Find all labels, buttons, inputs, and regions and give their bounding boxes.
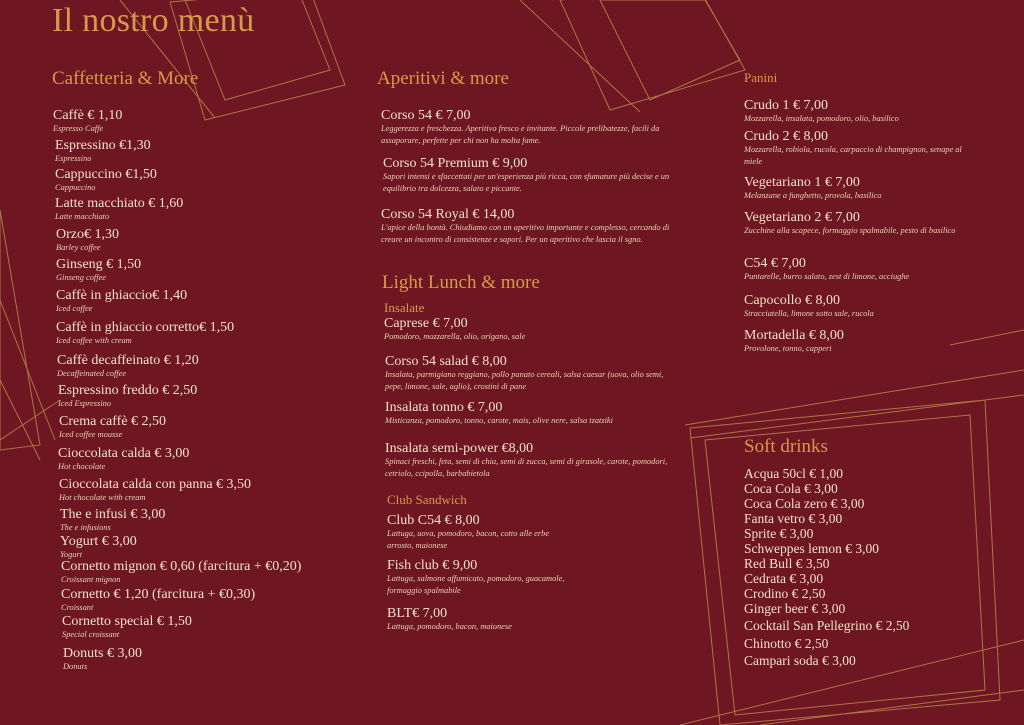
caffetteria-item-desc: Iced Espressino xyxy=(58,399,111,408)
caffetteria-item-name: Crema caffè € 2,50 xyxy=(59,414,167,429)
panini-item-name: Crudo 1 € 7,00 xyxy=(744,98,828,113)
caffetteria-item xyxy=(62,614,192,641)
caffetteria-item xyxy=(60,534,137,561)
caffetteria-item-desc: Espresso Caffe xyxy=(53,124,104,133)
caffetteria-item xyxy=(56,288,187,315)
insalata-item xyxy=(384,316,669,343)
soft-drink-item: Coca Cola € 3,00 xyxy=(744,481,838,496)
insalata-item-desc: Insalata, parmigiano reggiano, pollo panato cereali, salsa caesar (uova, olio semi, pepe, limone, sale, aglio), crostini di pane xyxy=(385,370,664,391)
insalata-item-name: Caprese € 7,00 xyxy=(384,316,468,331)
panini-item-desc: Mozzarella, insalata, pomodoro, olio, basilico xyxy=(744,114,899,123)
caffetteria-heading: Caffetteria & More xyxy=(52,68,199,89)
caffetteria-item-desc: Latte macchiato xyxy=(55,212,110,221)
panini-item-desc: Stracciatella, limone sotto sale, rucola xyxy=(744,309,874,318)
insalata-item-name: Insalata tonno € 7,00 xyxy=(385,400,503,415)
caffetteria-item-desc: Barley coffee xyxy=(56,243,101,252)
aperitivi-item-desc: Leggerezza e freschezza. Aperitivo fresco e invitante. Piccole prelibatezze, facili da assaporare, perfette per chi non ha molta fame. xyxy=(381,124,660,145)
caffetteria-item-name: Ginseng € 1,50 xyxy=(56,257,142,272)
caffetteria-item xyxy=(61,587,255,614)
soft-drink-item: Cedrata € 3,00 xyxy=(744,571,824,586)
caffetteria-item-name: Orzo€ 1,30 xyxy=(56,227,119,242)
caffetteria-item-desc: Yogurt xyxy=(60,550,83,559)
insalata-item-desc: Spinaci freschi, feta, semi di chia, semi di zucca, semi di girasole, carote, pomodori, cetriolo, ccipolla, barbabietola xyxy=(385,457,668,478)
soft-drink-item: Chinotto € 2,50 xyxy=(744,636,829,651)
caffetteria-item xyxy=(56,227,119,254)
caffetteria-item-desc: Hot chocolate xyxy=(58,462,106,471)
light-lunch-section xyxy=(382,272,682,652)
aperitivi-item-desc: Sapori intensi e sfaccettati per un'esperienza più ricca, con sfumature più decise e un equilibrio tra dolcezza, salato e piccante. xyxy=(383,172,670,193)
club-sandwich-item-name: Club C54 € 8,00 xyxy=(387,513,480,528)
club-sandwich-item xyxy=(387,513,572,551)
club-sandwich-item-name: Fish club € 9,00 xyxy=(387,558,478,573)
panini-item-desc: Melanzane a funghetto, provola, basilico xyxy=(744,191,882,200)
aperitivi-item xyxy=(381,207,676,245)
caffetteria-item-desc: Espressino xyxy=(55,154,92,163)
club-sandwich-item-desc: Lattuga, pomodoro, bacon, maionese xyxy=(387,622,512,631)
caffetteria-item xyxy=(55,196,183,223)
caffetteria-section xyxy=(52,68,372,708)
club-sandwich-heading: Club Sandwich xyxy=(387,492,467,507)
club-sandwich-item xyxy=(387,606,572,633)
soft-drinks-section xyxy=(744,436,974,686)
caffetteria-item-name: Espressino freddo € 2,50 xyxy=(58,383,198,398)
soft-drink-item: Sprite € 3,00 xyxy=(744,526,814,541)
caffetteria-item xyxy=(61,559,301,586)
insalate-heading: Insalate xyxy=(384,300,425,315)
aperitivi-item xyxy=(383,156,678,194)
panini-section xyxy=(744,70,974,370)
aperitivi-item-desc: L'apice della bontà. Chiudiamo con un aperitivo importante e complesso, cercando di creare un incontro di consistenze e sapori. Per un aperitivo che lascia il sgno. xyxy=(381,223,670,244)
soft-drink-item: Coca Cola zero € 3,00 xyxy=(744,496,865,511)
panini-heading: Panini xyxy=(744,70,778,85)
panini-item xyxy=(744,175,969,202)
soft-drink-item: Fanta vetro € 3,00 xyxy=(744,511,843,526)
club-sandwich-item-desc: Lattuga, salmone affumicato, pomodoro, guacamole, formaggio spalmabile xyxy=(387,574,565,595)
panini-item-name: C54 € 7,00 xyxy=(744,256,806,271)
panini-item-name: Crudo 2 € 8,00 xyxy=(744,129,828,144)
caffetteria-item-desc: Ginseng coffee xyxy=(56,273,107,282)
club-sandwich-item-name: BLT€ 7,00 xyxy=(387,606,448,621)
caffetteria-item xyxy=(60,507,165,534)
caffetteria-item-name: Caffè in ghiaccio corretto€ 1,50 xyxy=(56,320,235,335)
page-title: Il nostro menù xyxy=(52,2,255,39)
caffetteria-item-name: Espressino €1,30 xyxy=(55,138,151,153)
aperitivi-section xyxy=(377,68,677,268)
insalata-item-name: Insalata semi-power €8,00 xyxy=(385,441,534,456)
caffetteria-item-desc: Iced coffee with cream xyxy=(56,336,132,345)
caffetteria-item-name: Cioccolata calda € 3,00 xyxy=(58,446,190,461)
caffetteria-item-desc: Cappuccino xyxy=(55,183,96,192)
caffetteria-item xyxy=(53,108,122,135)
soft-drink-item: Campari soda € 3,00 xyxy=(744,653,856,668)
caffetteria-item xyxy=(57,353,199,380)
insalata-item xyxy=(385,400,670,427)
caffetteria-item-name: Cornetto mignon € 0,60 (farcitura + €0,20) xyxy=(61,559,302,574)
soft-drink-item: Crodino € 2,50 xyxy=(744,586,826,601)
aperitivi-heading: Aperitivi & more xyxy=(377,68,509,89)
caffetteria-item-name: Caffè decaffeinato € 1,20 xyxy=(57,353,199,368)
caffetteria-item-desc: Iced coffee mousse xyxy=(59,430,123,439)
panini-item-desc: Provolone, tonno, capperi xyxy=(744,344,832,353)
caffetteria-item xyxy=(56,320,234,347)
panini-item-name: Mortadella € 8,00 xyxy=(744,328,844,343)
caffetteria-item-name: Cornetto € 1,20 (farcitura + €0,30) xyxy=(61,587,256,602)
insalata-item xyxy=(385,441,670,479)
panini-item-desc: Mozzarella, robiola, rucola, carpaccio di champignon, senape al miele xyxy=(744,145,962,166)
insalata-item-name: Corso 54 salad € 8,00 xyxy=(385,354,507,369)
panini-item xyxy=(744,129,969,167)
caffetteria-item-desc: Special croissant xyxy=(62,630,120,639)
panini-item-name: Vegetariano 2 € 7,00 xyxy=(744,210,860,225)
caffetteria-item-name: The e infusi € 3,00 xyxy=(60,507,166,522)
caffetteria-item-desc: Croissant mignon xyxy=(61,575,121,584)
caffetteria-item-desc: Iced coffee xyxy=(56,304,93,313)
caffetteria-item-name: Cappuccino €1,50 xyxy=(55,167,157,182)
caffetteria-item xyxy=(59,477,251,504)
insalata-item xyxy=(385,354,670,392)
panini-item-name: Capocollo € 8,00 xyxy=(744,293,841,308)
aperitivi-item-name: Corso 54 € 7,00 xyxy=(381,108,471,123)
caffetteria-item xyxy=(58,383,197,410)
caffetteria-item-name: Yogurt € 3,00 xyxy=(60,534,137,549)
light-lunch-heading: Light Lunch & more xyxy=(382,272,540,293)
panini-item xyxy=(744,98,969,125)
caffetteria-item-desc: The e infusions xyxy=(60,523,111,532)
caffetteria-item xyxy=(55,167,157,194)
panini-item-name: Vegetariano 1 € 7,00 xyxy=(744,175,860,190)
club-sandwich-item-desc: Lattuga, uova, pomodoro, bacon, cotto alle erbe arrosto, maionese xyxy=(387,529,550,550)
caffetteria-item xyxy=(55,138,151,165)
caffetteria-item-desc: Decaffeinated coffee xyxy=(57,369,127,378)
insalata-item-desc: Pomodoro, mozzarella, olio, origano, sale xyxy=(384,332,526,341)
soft-drink-item: Red Bull € 3,50 xyxy=(744,556,830,571)
soft-drink-item: Cocktail San Pellegrino € 2,50 xyxy=(744,618,910,633)
caffetteria-item-desc: Hot chocolate with cream xyxy=(59,493,146,502)
caffetteria-item-desc: Croissant xyxy=(61,603,94,612)
soft-drink-item: Ginger beer € 3,00 xyxy=(744,601,846,616)
caffetteria-item xyxy=(56,257,141,284)
soft-drink-item: Acqua 50cl € 1,00 xyxy=(744,466,843,481)
caffetteria-item-name: Caffè € 1,10 xyxy=(53,108,123,123)
caffetteria-item-name: Caffè in ghiaccio€ 1,40 xyxy=(56,288,188,303)
caffetteria-item-name: Cornetto special € 1,50 xyxy=(62,614,192,629)
panini-item xyxy=(744,328,969,355)
caffetteria-item xyxy=(58,446,189,473)
club-sandwich-item xyxy=(387,558,572,596)
caffetteria-item-name: Latte macchiato € 1,60 xyxy=(55,196,184,211)
aperitivi-item xyxy=(381,108,676,146)
panini-item xyxy=(744,256,969,283)
insalata-item-desc: Misticanza, pomodoro, tonno, carote, mais, olive nere, salsa tzatziki xyxy=(385,416,613,425)
caffetteria-item xyxy=(59,414,166,441)
caffetteria-item-name: Cioccolata calda con panna € 3,50 xyxy=(59,477,252,492)
aperitivi-item-name: Corso 54 Royal € 14,00 xyxy=(381,207,515,222)
caffetteria-item-name: Donuts € 3,00 xyxy=(63,646,142,661)
panini-item-desc: Puntarelle, burro salato, zest di limone, acciughe xyxy=(744,272,910,281)
soft-drink-item: Schweppes lemon € 3,00 xyxy=(744,541,879,556)
panini-item xyxy=(744,210,969,237)
aperitivi-item-name: Corso 54 Premium € 9,00 xyxy=(383,156,528,171)
caffetteria-item xyxy=(63,646,142,673)
soft-drinks-heading: Soft drinks xyxy=(744,436,828,457)
panini-item-desc: Zucchine alla scapece, formaggio spalmabile, pesto di basilico xyxy=(744,226,956,235)
caffetteria-item-desc: Donuts xyxy=(63,662,88,671)
panini-item xyxy=(744,293,969,320)
